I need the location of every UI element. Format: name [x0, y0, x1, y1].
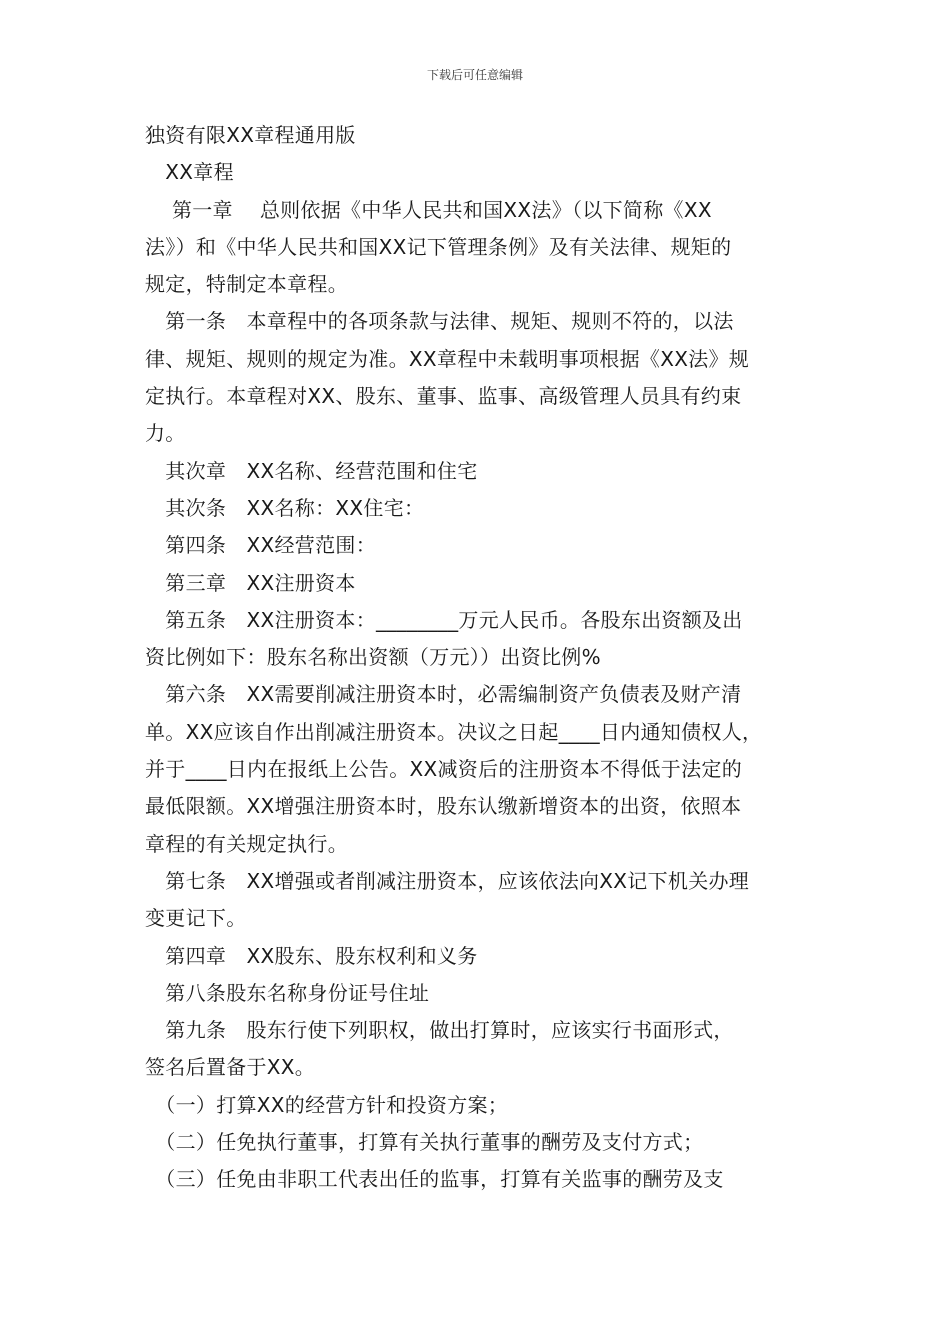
text-line: 变更记下。 [145, 906, 247, 931]
text-line: 第七条 XX增强或者削减注册资本，应该依法向XX记下机关办理 [145, 868, 750, 893]
text-line: 并于____日内在报纸上公告。XX减资后的注册资本不得低于法定的 [145, 757, 743, 782]
chapter-heading: 其次章 XX名称、经营范围和住宅 [145, 458, 478, 483]
text-line: 资比例如下：股东名称出资额（万元））出资比例% [145, 645, 601, 670]
text-line: 其次条 XX名称：XX住宅： [145, 495, 425, 520]
text-line: 定执行。本章程对XX、股东、董事、监事、高级管理人员具有约束 [145, 384, 742, 409]
document-body [145, 117, 813, 1199]
text-line: 第六条 XX需要削减注册资本时，必需编制资产负债表及财产清 [145, 682, 742, 707]
chapter-heading: 第三章 XX注册资本 [145, 570, 356, 595]
text-line: 签名后置备于XX。 [145, 1055, 316, 1080]
text-line: 最低限额。XX增强注册资本时，股东认缴新增资本的出资，依照本 [145, 794, 742, 819]
text-line: 第四条 XX经营范围： [145, 533, 377, 558]
text-line: 章程的有关规定执行。 [145, 831, 348, 856]
doc-title: 独资有限XX章程通用版 [145, 123, 356, 147]
text-line: 第八条股东名称身份证号住址 [145, 980, 430, 1005]
list-item: （三）任免由非职工代表出任的监事，打算有关监事的酬劳及支 [145, 1167, 724, 1192]
list-item: （二）任免执行董事，打算有关执行董事的酬劳及支付方式； [145, 1130, 704, 1155]
text-line: 第五条 XX注册资本：________万元人民币。各股东出资额及出 [145, 607, 743, 632]
page-header-note: 下载后可任意编辑 [426, 68, 523, 82]
text-line: 第一章 总则依据《中华人民共和国XX法》（以下简称《XX [145, 197, 712, 222]
text-line: 法》）和《中华人民共和国XX记下管理条例》及有关法律、规矩的 [145, 234, 732, 259]
list-item: （一）打算XX的经营方针和投资方案； [145, 1092, 509, 1117]
chapter-heading: 第四章 XX股东、股东权利和义务 [145, 943, 478, 968]
text-line: 力。 [145, 421, 186, 446]
doc-subtitle: XX章程 [145, 160, 234, 185]
text-line: 第一条 本章程中的各项条款与法律、规矩、规则不符的，以法 [145, 309, 734, 334]
text-line: 第九条 股东行使下列职权，做出打算时，应该实行书面形式， [145, 1018, 734, 1043]
text-line: 规定，特制定本章程。 [145, 272, 348, 297]
text-line: 单。XX应该自作出削减注册资本。决议之日起____日内通知债权人， [145, 719, 763, 744]
text-line: 律、规矩、规则的规定为准。XX章程中未载明事项根据《XX法》规 [145, 346, 750, 371]
